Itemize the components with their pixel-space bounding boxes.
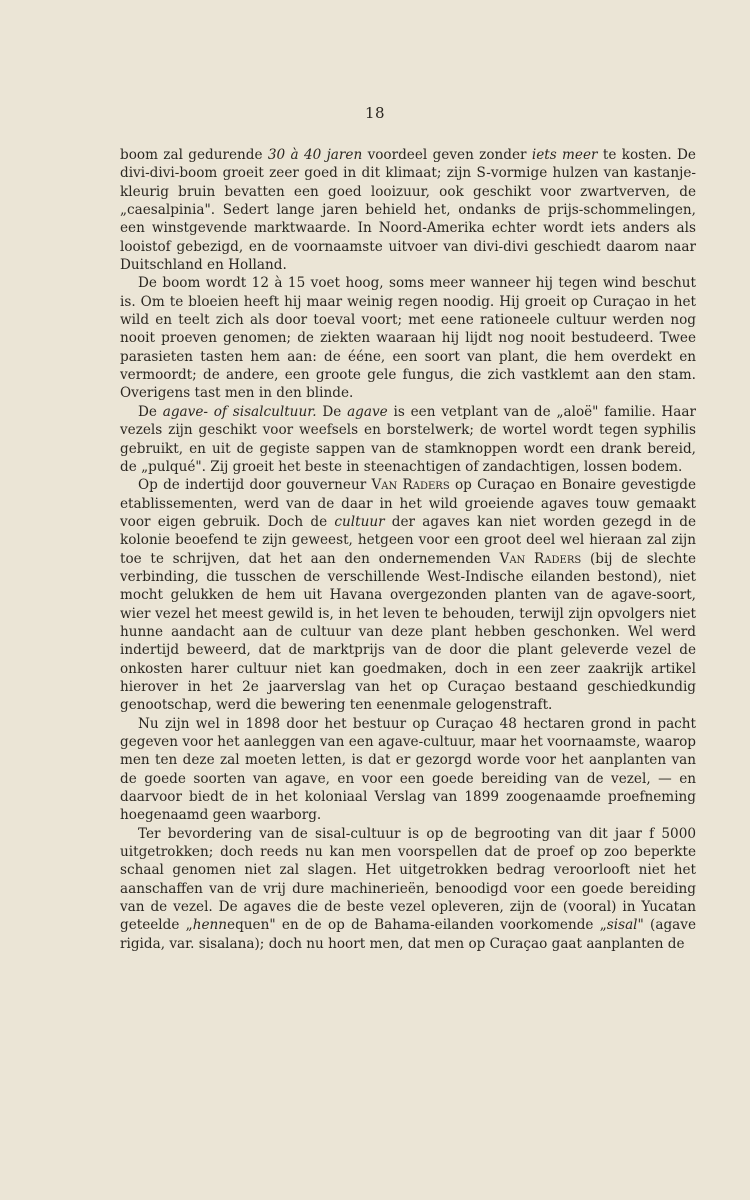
paragraph xyxy=(120,403,696,476)
text-run: equen" en de op de Bahama-eilanden voorkomende „ xyxy=(227,917,607,934)
small-caps-name: Van Raders xyxy=(499,550,582,567)
text-run: is een vetplant van de „aloë" familie. Haar vezels zijn geschikt voor weefsels en borstelwerk; de wortel wordt tegen syphilis gebruikt, en uit de gegiste sappen van de stamknoppen wordt een drank bereid, de „pulqué". Zij groeit het beste in steenachtigen of zandachtigen, lossen bodem. xyxy=(120,403,696,475)
italic-text: henn xyxy=(192,917,228,934)
italic-text: sisal xyxy=(606,917,638,934)
text-run: te kosten. De divi-divi-boom groeit zeer goed in dit klimaat; zijn S-vormige hulzen van kastanje-kleurig bruin bevatten een goed looizuur, ook geschikt voor zwartverven, de „caesalpinia". Sedert lange jaren behield het, ondanks de prijs-schommelingen, een winstgevende marktwaarde. In Noord-Amerika echter wordt iets anders als looistof gebezigd, en de voornaamste uitvoer van divi-divi geschiedt daarom naar Duitschland en Holland. xyxy=(120,147,696,274)
paragraph xyxy=(120,476,696,714)
text-run: De boom wordt 12 à 15 voet hoog, soms meer wanneer hij tegen wind beschut is. Om te bloeien heeft hij maar weinig regen noodig. Hij groeit op Curaçao in het wild en teelt zich als door toeval voort; met eene rationeele cultuur werden nog nooit proeven genomen; de ziekten waaraan hij lijdt nog nooit bestudeerd. Twee parasieten tasten hem aan: de ééne, een soort van plant, die hem overdekt en vermoordt; de andere, een groote gele fungus, die zich vastklemt aan den stam. Overigens tast men in den blinde. xyxy=(120,275,696,402)
text-run: der agaves kan niet worden gezegd in de kolonie beoefend te zijn geweest, hetgeen voor een groot deel wel hieraan zal zijn toe te schrijven, dat het aan den ondernemenden xyxy=(120,513,696,567)
text-run: (bij de slechte verbinding, die tusschen de verschillende West-Indische eilanden bestond), niet mocht gelukken de hem uit Havana overgezonden planten van de agave-soort, wier vezel het meest gewild is, in het leven te behouden, terwijl zijn opvolgers niet hunne aandacht aan de cultuur van deze plant hebben geschonken. Wel werd indertijd beweerd, dat de marktprijs van de door die plant geleverde vezel de onkosten harer cultuur niet kan goedmaken, doch in een zeer zaakrijk artikel hierover in het 2e jaarverslag van het op Curaçao bestaand geschiedkundig genootschap, werd die bewering ten eenenmale gelogenstraft. xyxy=(120,550,696,714)
text-run: voordeel geven zonder xyxy=(362,147,532,163)
body-text xyxy=(120,146,696,953)
paragraph xyxy=(120,715,696,825)
text-run: De xyxy=(316,403,348,420)
paragraph xyxy=(120,146,696,274)
italic-text: cultuur xyxy=(334,513,385,530)
italic-text: agave xyxy=(347,403,388,420)
text-run: op Curaçao en Bonaire gevestigde etablissementen, werd van de daar in het wild groeiende agaves touw gemaakt voor eigen gebruik. Doch de xyxy=(120,477,697,530)
text-run: Ter bevordering van de sisal-cultuur is op de begrooting van dit jaar f 5000 uitgetrokken; doch reeds nu kan men voorspellen dat de proef op zoo beperkte schaal genomen niet zal slagen. Het uitgetrokken bedrag veroorlooft niet het aanschaffen van de vrij dure machinerieën, benoodigd voor een goede bereiding van de vezel. De agaves die de beste vezel opleveren, zijn de (vooral) in Yucatan geteelde „ xyxy=(120,825,696,934)
small-caps-name: Van Raders xyxy=(371,477,450,494)
text-run: Nu zijn wel in 1898 door het bestuur op Curaçao 48 hectaren grond in pacht gegeven voor het aanleggen van een agave-cultuur, maar het voornaamste, waarop men ten deze zal moeten letten, is dat er gezorgd worde voor het aanplanten van de goede soorten van agave, en voor een goede bereiding van de vezel, — en daarvoor biedt de in het koloniaal Verslag van 1899 zoogenaamde proefneming hoegenaamd geen waarborg. xyxy=(120,715,696,824)
paragraph xyxy=(120,274,696,402)
page-number: 18 xyxy=(364,104,386,122)
italic-text: 30 à 40 jaren xyxy=(267,147,363,163)
text-run: De xyxy=(138,403,163,420)
text-run: " (agave rigida, var. sisalana); doch nu hoort men, dat men op Curaçao gaat aanplanten de xyxy=(120,917,696,952)
italic-text: agave- of sisalcultuur. xyxy=(162,403,317,420)
text-run: Op de indertijd door gouverneur xyxy=(138,477,372,494)
italic-text: iets meer xyxy=(531,147,598,163)
text-run: boom zal gedurende xyxy=(120,147,268,163)
paragraph xyxy=(120,825,696,953)
